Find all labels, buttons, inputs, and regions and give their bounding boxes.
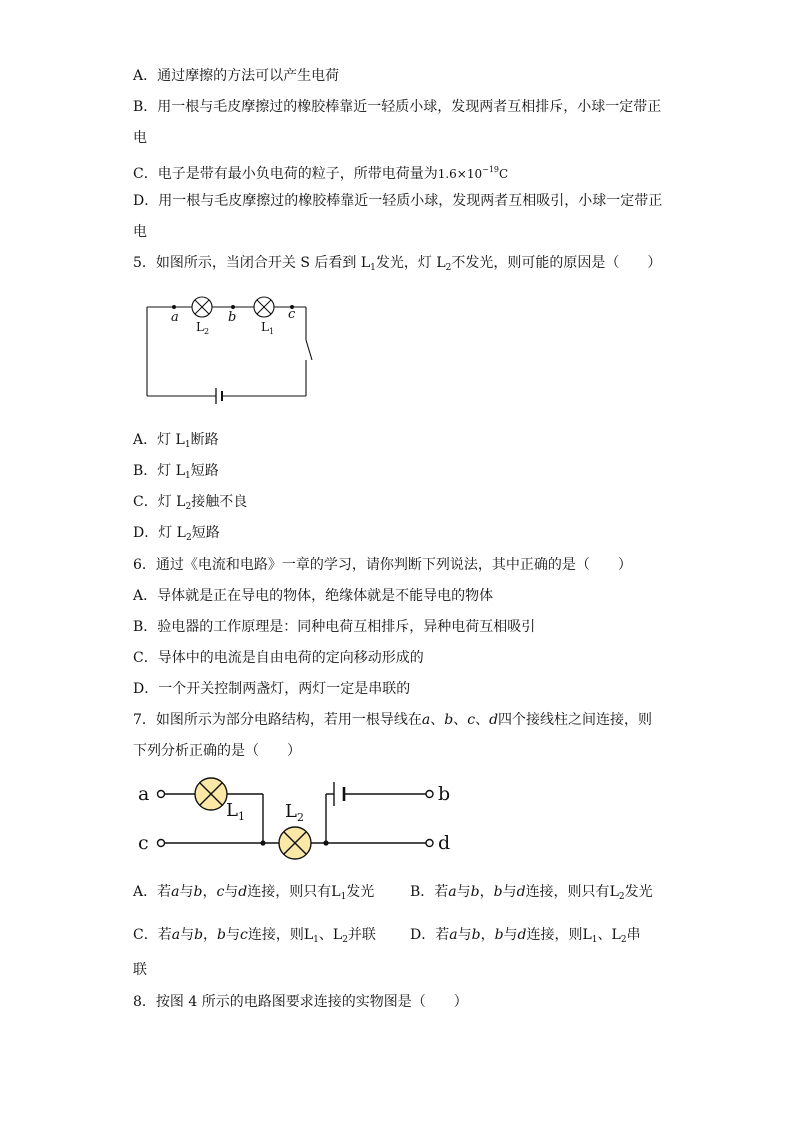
q7-a-post: 连接，则只有	[247, 884, 332, 900]
q7-stem-d: d	[489, 712, 499, 728]
q7-b-term-b2: b	[493, 884, 503, 900]
q5-label-l1	[261, 320, 274, 336]
q4-c-unit: C	[499, 167, 509, 181]
q4-option-c	[133, 160, 508, 184]
q7-d-comma: ，	[480, 927, 495, 943]
q5-option-d	[133, 523, 220, 548]
q7-a-L: L	[331, 884, 341, 900]
q4-option-a: A．通过摩擦的方法可以产生电荷	[133, 68, 340, 84]
q8-stem: 8．按图 4 所示的电路图要求连接的实物图是（ ）	[133, 994, 468, 1010]
q7-label-b: b	[438, 783, 451, 805]
q5-switch	[306, 340, 312, 360]
q7-l1-sub: 1	[237, 810, 245, 823]
q7-terminal-b	[426, 791, 433, 798]
q7-stem-sep1: 、	[430, 712, 445, 728]
q7-c-pre: C．若	[133, 927, 172, 943]
q7-l1-letter: L	[226, 800, 238, 821]
q7-stem-c: c	[467, 712, 476, 728]
q5-option-a	[133, 430, 219, 455]
q7-battery	[334, 782, 344, 806]
q5-l1-letter: L	[261, 320, 269, 334]
q7-b-term-b: b	[470, 884, 480, 900]
q7-b-term-d: d	[516, 884, 526, 900]
q6-option-d: D．一个开关控制两盏灯，两灯一定是串联的	[133, 681, 411, 697]
q7-a-term-d: d	[238, 884, 248, 900]
q5-a-text: A．灯 L	[133, 432, 185, 448]
q5-a-sub: 1	[184, 440, 191, 450]
q7-stem-sep2: 、	[453, 712, 468, 728]
q7-d-sep: 、	[597, 927, 612, 943]
q5-stem-sub1: 1	[370, 263, 376, 273]
q7-a-term-a: a	[171, 884, 180, 900]
q4-option-b-line1: B．用一根与毛皮摩擦过的橡胶棒靠近一轻质小球，发现两者互相排斥，小球一定带正	[133, 99, 662, 115]
q7-c-w1: 与	[180, 927, 195, 943]
q4-option-b-line2: 电	[133, 130, 147, 146]
q5-l1-sub: 1	[268, 327, 275, 336]
q6-option-b: B．验电器的工作原理是：同种电荷互相排斥，异种电荷互相吸引	[133, 619, 536, 635]
q7-stem-line1	[133, 710, 652, 730]
q5-option-b	[133, 461, 219, 486]
q5-battery	[216, 388, 222, 404]
q5-label-b: b	[228, 310, 237, 325]
q7-a-w2: 与	[224, 884, 239, 900]
q7-d-L1: L	[582, 927, 592, 943]
q5-stem-text-post: 不发光，则可能的原因是（ ）	[451, 255, 662, 271]
q5-circuit-diagram	[140, 290, 320, 410]
q5-label-a: a	[171, 310, 179, 325]
q5-label-l2	[196, 320, 209, 336]
q7-option-c	[133, 925, 376, 950]
q7-c-end: 并联	[347, 927, 376, 943]
q7-d-term-a: a	[449, 927, 458, 943]
q4-c-exponent: −19	[482, 165, 500, 174]
q7-c-term-b2: b	[217, 927, 227, 943]
q7-stem-a: a	[421, 712, 431, 728]
q7-stem-b: b	[444, 712, 454, 728]
q7-b-L: L	[609, 884, 619, 900]
q5-terminal-b-dot	[231, 305, 235, 309]
q7-d-sub2: 2	[620, 935, 627, 945]
q6-option-c: C．导体中的电流是自由电荷的定向移动形成的	[133, 650, 424, 666]
q7-label-a: a	[138, 783, 150, 805]
q5-b-text: B．灯 L	[133, 463, 186, 479]
q7-d-w1: 与	[457, 927, 472, 943]
q7-d-sub1: 1	[591, 935, 598, 945]
q5-label-c: c	[288, 307, 296, 322]
q7-d-pre: D．若	[410, 927, 450, 943]
q7-a-end: 发光	[346, 884, 375, 900]
q7-c-L1: L	[303, 927, 314, 943]
q4-c-text: C．电子是带有最小负电荷的粒子，所带电荷量为	[133, 166, 438, 182]
q7-d-w2: 与	[503, 927, 518, 943]
q7-c-term-c: c	[240, 927, 248, 943]
q7-b-comma: ，	[479, 884, 494, 900]
q7-d-post: 连接，则	[526, 927, 583, 943]
q5-lamp-l1	[254, 297, 274, 317]
q7-b-sub: 2	[618, 892, 625, 902]
q5-d-text-post: 短路	[191, 525, 220, 541]
q5-lamp-l2	[192, 297, 212, 317]
q7-label-c: c	[138, 832, 149, 854]
q7-d-end: 串	[626, 927, 641, 943]
q7-c-term-a: a	[171, 927, 181, 943]
q7-a-term-b: b	[193, 884, 203, 900]
q7-c-sub2: 2	[342, 935, 348, 945]
q7-d-term-d: d	[517, 927, 527, 943]
q7-stem-sep3: 、	[475, 712, 490, 728]
q5-terminal-a-dot	[172, 305, 176, 309]
q5-b-sub: 1	[185, 471, 191, 481]
q5-d-text: D．灯 L	[133, 525, 186, 541]
q5-l2-letter: L	[196, 320, 204, 334]
q7-stem-line2: 下列分析正确的是（ ）	[133, 743, 301, 759]
q4-c-number: 1.6×10	[437, 167, 483, 181]
q7-l2-letter: L	[285, 801, 297, 822]
q5-option-c	[133, 492, 247, 517]
q7-a-comma: ，	[202, 884, 217, 900]
q7-lamp-l1	[195, 778, 227, 810]
q7-label-l1	[226, 800, 245, 823]
q5-c-sub: 2	[185, 502, 192, 512]
q7-b-pre: B．若	[410, 884, 449, 900]
q7-c-w2: 与	[226, 927, 241, 943]
q7-a-sub: 1	[340, 892, 347, 902]
q5-c-text: C．灯 L	[133, 494, 186, 510]
q7-c-L2: L	[332, 927, 343, 943]
q7-c-sub1: 1	[313, 935, 319, 945]
q6-stem: 6．通过《电流和电路》一章的学习，请你判断下列说法，其中正确的是（ ）	[133, 557, 632, 573]
q5-l2-sub: 2	[203, 327, 210, 336]
q7-c-comma: ，	[203, 927, 218, 943]
q7-d-L2: L	[611, 927, 621, 943]
q5-d-sub: 2	[185, 533, 192, 543]
q7-b-end: 发光	[624, 884, 653, 900]
q7-d-term-b: b	[471, 927, 481, 943]
q7-junction-right	[323, 840, 328, 845]
q7-a-pre: A．若	[133, 884, 172, 900]
q7-a-w1: 与	[179, 884, 194, 900]
q7-b-w1: 与	[456, 884, 471, 900]
q7-terminal-c	[158, 840, 165, 847]
q7-circuit-diagram	[130, 772, 460, 867]
q7-terminal-d	[426, 840, 433, 847]
q7-option-d-line2: 联	[133, 962, 147, 978]
q7-c-sep: 、	[318, 927, 333, 943]
q7-lamp-l2	[279, 827, 311, 859]
q7-stem-text: 7．如图所示为部分电路结构，若用一根导线在	[133, 712, 422, 728]
q7-c-post: 连接，则	[247, 927, 304, 943]
q5-stem-text-mid: 发光，灯 L	[375, 255, 446, 271]
q7-d-term-b2: b	[494, 927, 504, 943]
q5-b-text-post: 短路	[190, 463, 219, 479]
q7-l2-sub: 2	[296, 811, 304, 824]
q6-option-a: A．导体就是正在导电的物体，绝缘体就是不能导电的物体	[133, 588, 494, 604]
q7-c-term-b: b	[194, 927, 204, 943]
q7-label-d: d	[438, 832, 451, 854]
q7-label-l2	[285, 801, 304, 824]
q7-terminal-a	[158, 791, 165, 798]
q4-option-d-line2: 电	[133, 224, 147, 240]
q4-option-d-line1: D．用一根与毛皮摩擦过的橡胶棒靠近一轻质小球，发现两者互相吸引，小球一定带正	[133, 193, 663, 209]
q7-stem-text-post: 四个接线柱之间连接，则	[498, 712, 653, 728]
q5-a-text-post: 断路	[190, 432, 219, 448]
q7-option-b	[410, 882, 653, 907]
q5-stem-sub2: 2	[445, 263, 452, 273]
q5-c-text-post: 接触不良	[191, 494, 248, 510]
q7-b-post: 连接，则只有	[525, 884, 610, 900]
q7-b-term-a: a	[448, 884, 457, 900]
q5-stem	[133, 253, 661, 278]
q7-option-d	[410, 925, 641, 950]
q7-b-w2: 与	[502, 884, 517, 900]
q7-junction-left	[260, 840, 265, 845]
q7-option-a	[133, 882, 374, 907]
q7-a-term-c: c	[216, 884, 225, 900]
q5-stem-text: 5．如图所示，当闭合开关 S 后看到 L	[133, 255, 371, 271]
